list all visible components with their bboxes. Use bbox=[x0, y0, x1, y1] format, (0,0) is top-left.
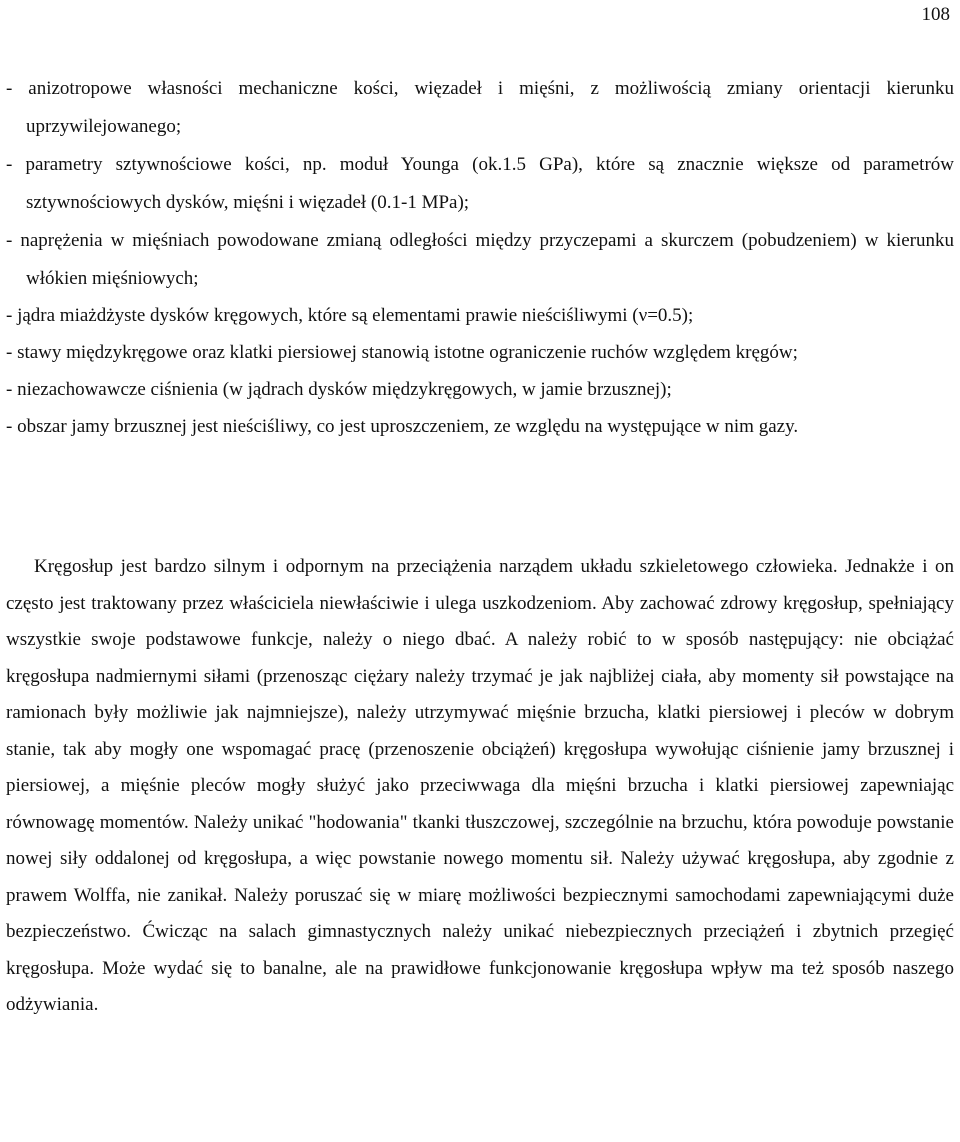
list-item: - niezachowawcze ciśnienia (w jądrach dysków międzykręgowych, w jamie brzusznej); bbox=[6, 379, 672, 400]
list-item: - parametry sztywnościowe kości, np. moduł Younga (ok.1.5 GPa), które są znacznie większe od parametrów sztywnościowych dysków, mięśni i więzadeł (0.1-1 MPa); bbox=[6, 154, 954, 213]
page-number: 108 bbox=[921, 4, 950, 25]
list-item: - jądra miażdżyste dysków kręgowych, które są elementami prawie nieściśliwymi (ν=0.5); bbox=[6, 305, 694, 326]
list-item: - obszar jamy brzusznej jest nieściśliwy, co jest uproszczeniem, ze względu na występujące w nim gazy. bbox=[6, 416, 799, 437]
bullet-list bbox=[6, 70, 954, 446]
body-paragraph: Kręgosłup jest bardzo silnym i odpornym na przeciążenia narządem układu szkieletowego człowieka. Jednakże i on często jest traktowany przez właściciela niewłaściwie i ulega uszkodzeniom. Aby zachować zdrowy kręgosłup, spełniający wszystkie swoje podstawowe funkcje, należy o niego dbać. A należy robić to w sposób następujący: nie obciążać kręgosłupa nadmiernymi siłami (przenosząc ciężary należy trzymać je jak najbliżej ciała, aby momenty sił powstające na ramionach były możliwie jak najmniejsze), należy utrzymywać mięśnie brzucha, klatki piersiowej i pleców w dobrym stanie, tak aby mogły one wspomagać pracę (przenoszenie obciążeń) kręgosłupa wywołując ciśnienie jamy brzusznej i piersiowej, a mięśnie pleców mogły służyć jako przeciwwaga dla mięśni brzucha i klatki piersiowej zapewniając równowagę momentów. Należy unikać "hodowania" tkanki tłuszczowej, szczególnie na brzuchu, która powoduje powstanie nowej siły oddalonej od kręgosłupa, a więc powstanie nowego momentu sił. Należy używać kręgosłupa, aby zgodnie z prawem Wolffa, nie zanikał. Należy poruszać się w miarę możliwości bezpiecznymi samochodami zapewniającymi duże bezpieczeństwo. Ćwicząc na salach gimnastycznych należy unikać niebezpiecznych przeciążeń i zbytnich przegięć kręgosłupa. Może wydać się to banalne, ale na prawidłowe funkcjonowanie kręgosłupa wpływ ma też sposób naszego odżywiania. bbox=[6, 556, 954, 1015]
list-item: - naprężenia w mięśniach powodowane zmianą odległości między przyczepami a skurczem (pobudzeniem) w kierunku włókien mięśniowych; bbox=[6, 230, 954, 289]
list-item: - anizotropowe własności mechaniczne kości, więzadeł i mięśni, z możliwością zmiany orientacji kierunku uprzywilejowanego; bbox=[6, 78, 954, 137]
list-item: - stawy międzykręgowe oraz klatki piersiowej stanowią istotne ograniczenie ruchów względem kręgów; bbox=[6, 342, 798, 363]
